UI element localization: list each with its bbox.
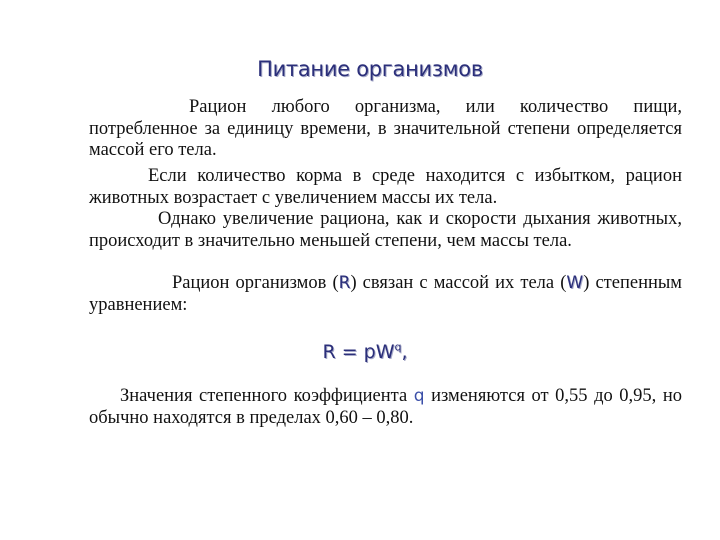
paragraph-text: Рацион организмов (	[172, 273, 339, 293]
formula-exponent: q	[394, 340, 402, 354]
variable-w: W	[566, 273, 584, 293]
paragraph-ration-definition	[89, 97, 682, 162]
power-equation-formula	[0, 341, 720, 363]
paragraph-text: Значения степенного коэффициента	[120, 386, 414, 406]
formula-base: R = pW	[322, 341, 395, 363]
slide-title: Питание организмов	[257, 57, 483, 81]
variable-r: R	[338, 273, 351, 293]
paragraph-ration-increase	[89, 209, 682, 252]
paragraph-text: ) связан с массой их тела (	[350, 273, 567, 293]
paragraph-text: Если количество корма в среде находится с избытком, рацион животных возрастает с увеличением массы их тела.	[89, 166, 682, 208]
paragraph-text: Рацион любого организма, или количество пищи, потребленное за единицу времени, в значительной степени определяется массой его тела.	[89, 97, 682, 160]
paragraph-food-abundance	[89, 166, 682, 209]
paragraph-power-equation-intro	[89, 273, 682, 316]
paragraph-text: ) степенным уравнением:	[89, 273, 683, 315]
paragraph-text: изменяются от 0,55 до 0,95, но обычно находятся в пределах 0,60 – 0,80.	[89, 386, 682, 428]
formula-trail: ,	[401, 341, 408, 363]
paragraph-coefficient-range	[89, 386, 682, 429]
variable-q: q	[413, 386, 425, 406]
paragraph-text: Однако увеличение рациона, как и скорости дыхания животных, происходит в значительно меньшей степени, чем массы тела.	[89, 209, 682, 251]
